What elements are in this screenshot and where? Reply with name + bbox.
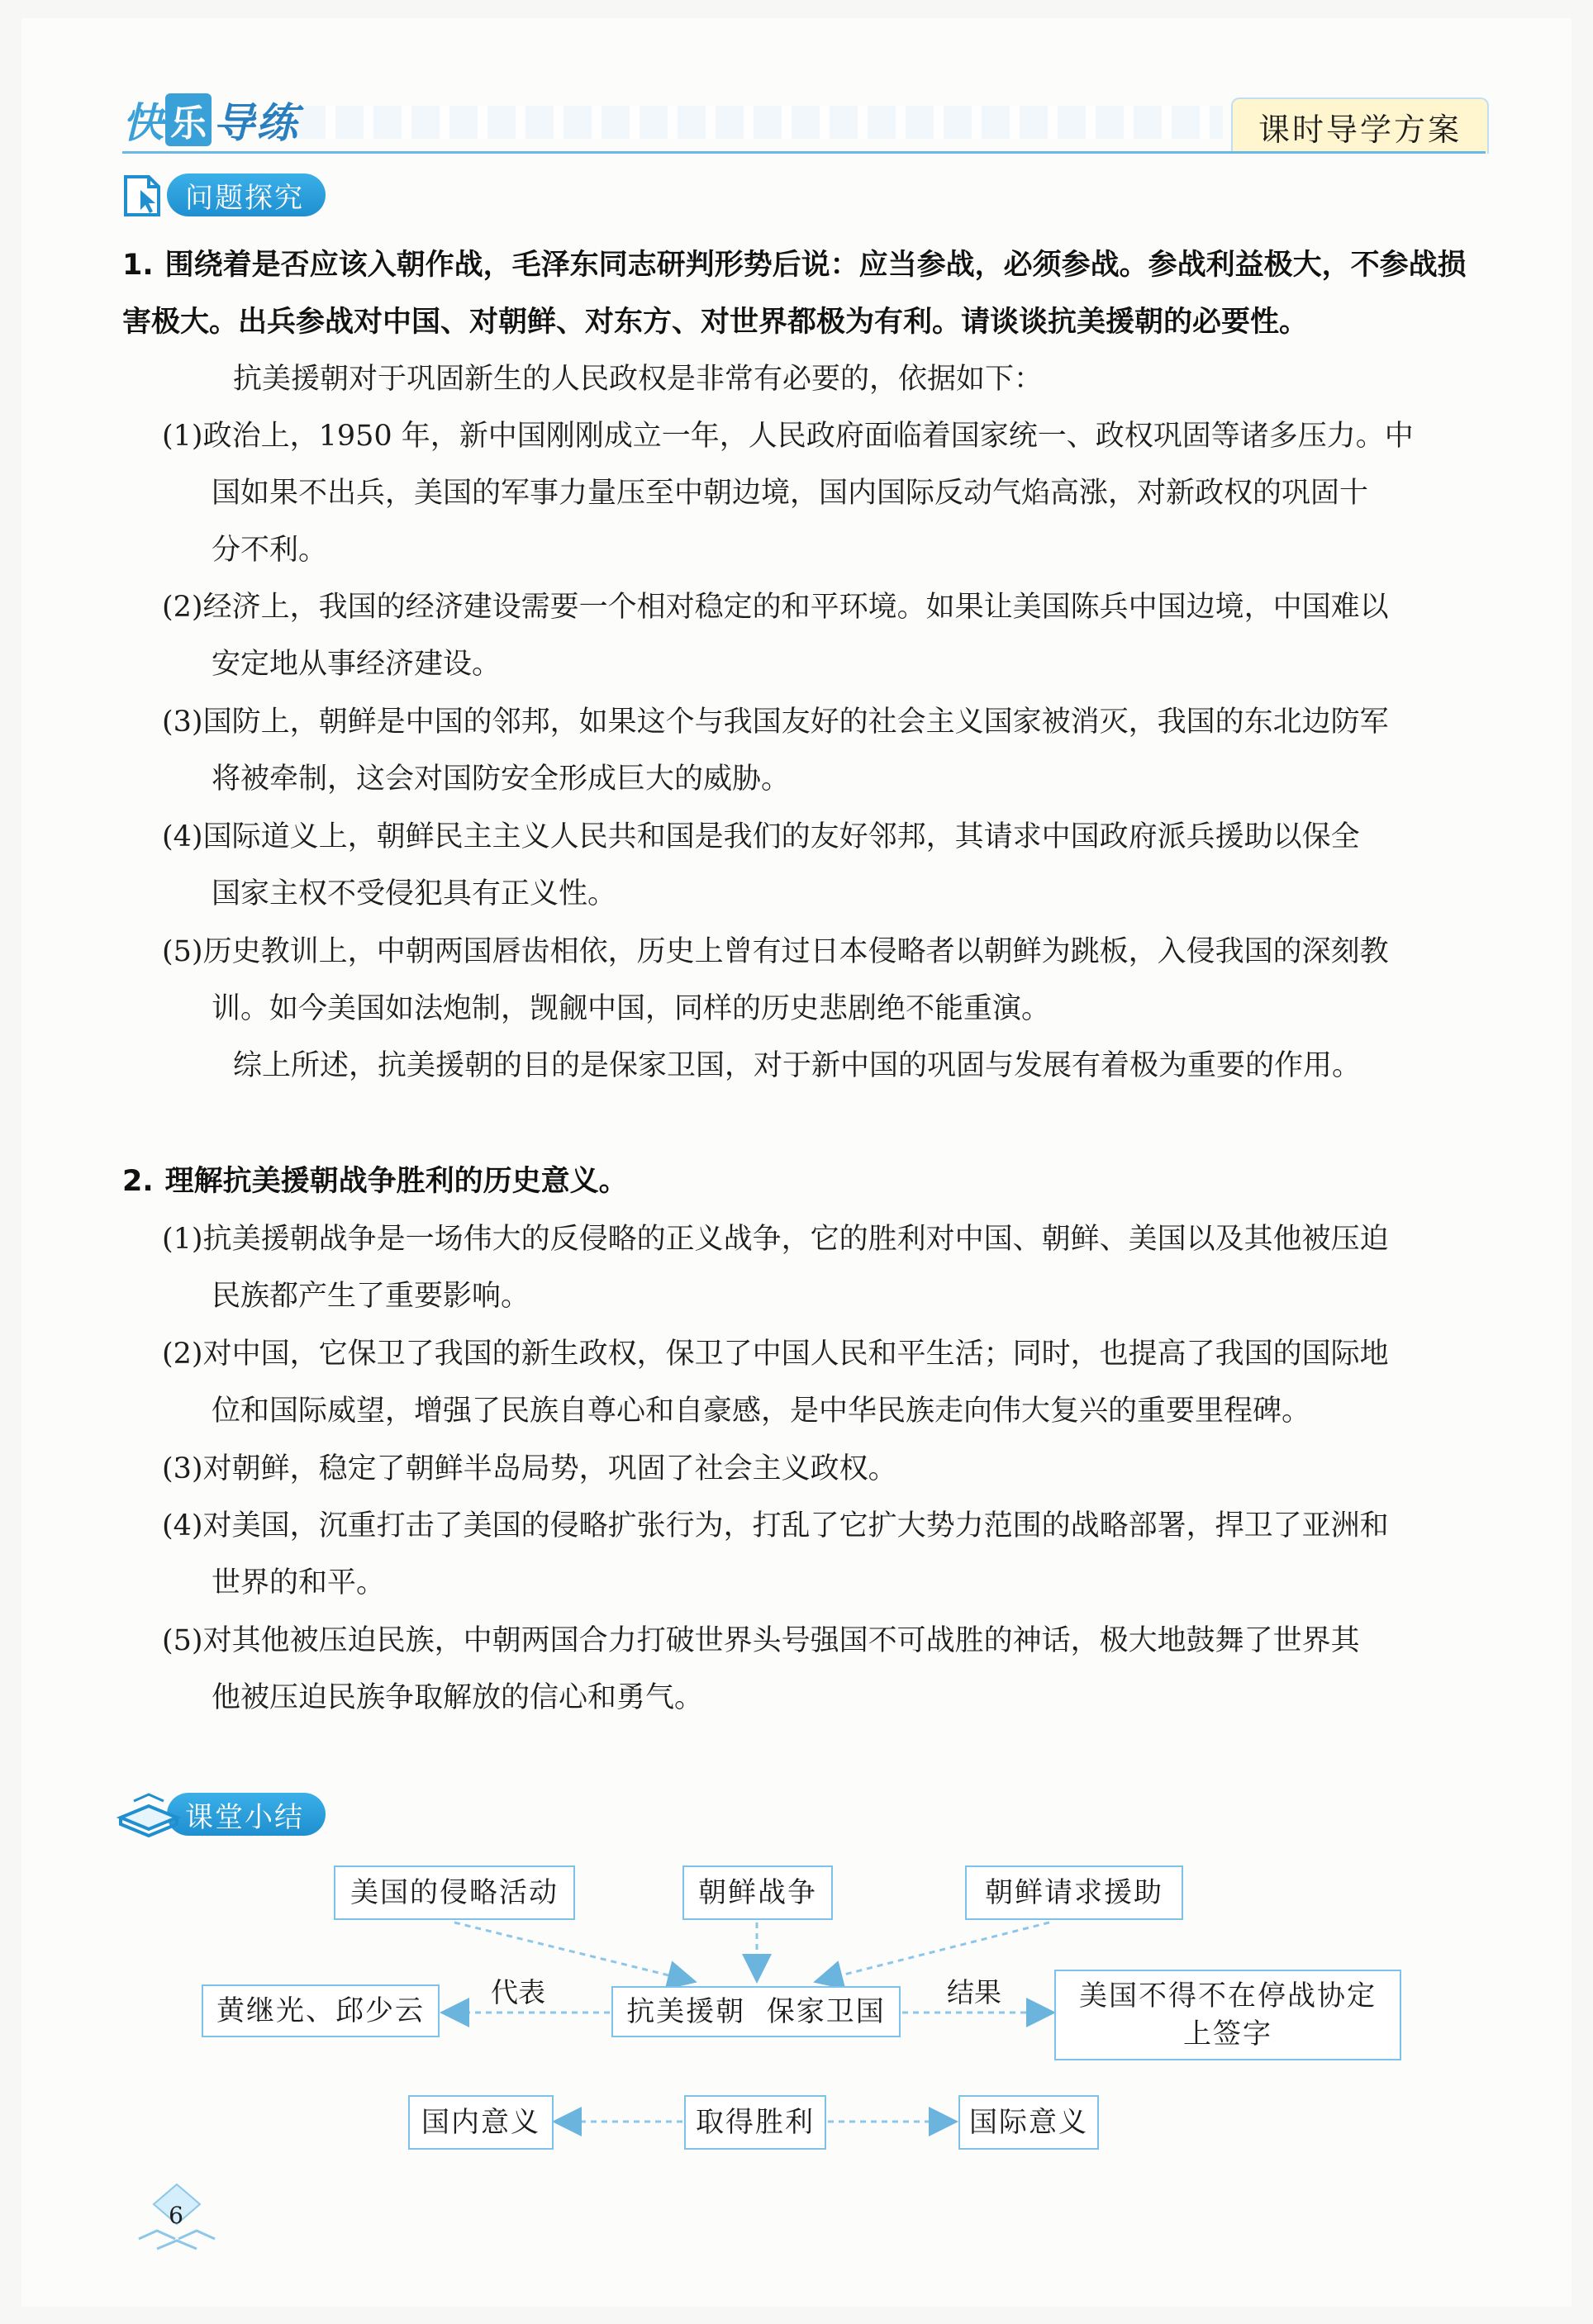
item-text: 政治上，1950 年，新中国刚刚成立一年，人民政府面临着国家统一、政权巩固等诸多压力。中 xyxy=(202,420,1414,453)
item-label: (3) xyxy=(162,706,203,739)
brand-char: 练 xyxy=(256,99,297,147)
node-armistice xyxy=(1054,1970,1401,2060)
question-number: 1. xyxy=(122,249,154,282)
item-text-cont: 国如果不出兵，美国的军事力量压至中朝边境，国内国际反动气焰高涨，对新政权的巩固十 xyxy=(212,477,1369,510)
item-label: (4) xyxy=(162,1509,203,1542)
edge-label-result: 结果 xyxy=(947,1976,1001,2008)
item-text-cont: 安定地从事经济建设。 xyxy=(212,648,502,681)
brand-char: 导 xyxy=(213,99,254,147)
item-text: 经济上，我国的经济建设需要一个相对稳定的和平环境。如果让美国陈兵中国边境，中国难以 xyxy=(202,591,1389,624)
brand-char: 乐 xyxy=(165,93,212,146)
node-armistice-line: 上签字 xyxy=(1183,2017,1272,2051)
node-korea-request: 朝鲜请求援助 xyxy=(965,1865,1183,1920)
item-label: (1) xyxy=(162,1223,203,1256)
item-text-cont: 世界的和平。 xyxy=(212,1566,386,1599)
item-text: 对美国，沉重打击了美国的侵略扩张行为，打乱了它扩大势力范围的战略部署，捍卫了亚洲和 xyxy=(202,1509,1389,1542)
item-text-cont: 将被牵制，这会对国防安全形成巨大的威胁。 xyxy=(212,763,791,796)
item-text-cont: 国家主权不受侵犯具有正义性。 xyxy=(212,877,617,910)
item-label: (5) xyxy=(162,935,203,968)
item-label: (4) xyxy=(162,820,203,853)
item-label: (3) xyxy=(162,1452,203,1485)
item-text-cont: 训。如今美国如法炮制，觊觎中国，同样的历史悲剧绝不能重演。 xyxy=(212,992,1051,1025)
node-center: 抗美援朝 保家卫国 xyxy=(611,1986,901,2037)
item-text: 国防上，朝鲜是中国的邻邦，如果这个与我国友好的社会主义国家被消灭，我国的东北边防军 xyxy=(202,706,1389,739)
node-korean-war: 朝鲜战争 xyxy=(682,1865,833,1920)
item-text-cont: 位和国际威望，增强了民族自尊心和自豪感，是中华民族走向伟大复兴的重要里程碑。 xyxy=(212,1395,1311,1428)
arrow-request-to-center xyxy=(818,1922,1049,1981)
item-text: 历史教训上，中朝两国唇齿相依，历史上曾有过日本侵略者以朝鲜为跳板，入侵我国的深刻教 xyxy=(202,935,1389,968)
header-tab: 课时导学方案 xyxy=(1231,97,1489,154)
node-us-aggression: 美国的侵略活动 xyxy=(334,1865,575,1920)
question-text: 理解抗美援朝战争胜利的历史意义。 xyxy=(164,1165,628,1198)
section-title: 问题探究 xyxy=(167,173,326,216)
item-text-cont: 民族都产生了重要影响。 xyxy=(212,1280,530,1313)
item-label: (1) xyxy=(162,420,203,453)
item-label: (2) xyxy=(162,591,203,624)
item-label: (2) xyxy=(162,1338,203,1371)
answer-intro: 抗美援朝对于巩固新生的人民政权是非常有必要的，依据如下： xyxy=(233,363,1044,396)
item-text: 对其他被压迫民族，中朝两国合力打破世界头号强国不可战胜的神话，极大地鼓舞了世界其 xyxy=(202,1624,1360,1657)
node-domestic: 国内意义 xyxy=(408,2095,554,2150)
node-heroes: 黄继光、邱少云 xyxy=(202,1984,440,2037)
item-text: 对中国，它保卫了我国的新生政权，保卫了中国人民和平生活；同时，也提高了我国的国际地 xyxy=(202,1338,1389,1371)
item-text-cont: 他被压迫民族争取解放的信心和勇气。 xyxy=(212,1681,704,1714)
item-label: (5) xyxy=(162,1624,203,1657)
node-international: 国际意义 xyxy=(958,2095,1099,2150)
item-text-cont: 分不利。 xyxy=(212,534,328,567)
item-text: 抗美援朝战争是一场伟大的反侵略的正义战争，它的胜利对中国、朝鲜、美国以及其他被压迫 xyxy=(202,1223,1389,1256)
brand-char: 快 xyxy=(122,99,164,147)
question-text: 围绕着是否应该入朝作战，毛泽东同志研判形势后说：应当参战，必须参战。参战利益极大，不参战损害极大。出兵参战对中国、对朝鲜、对东方、对世界都极为有利。请谈谈抗美援朝的必要性。 xyxy=(122,249,1467,339)
item-text: 国际道义上，朝鲜民主主义人民共和国是我们的友好邻邦，其请求中国政府派兵援助以保全 xyxy=(202,820,1360,853)
question-number: 2. xyxy=(122,1165,154,1198)
node-victory: 取得胜利 xyxy=(684,2095,826,2150)
section-title: 课堂小结 xyxy=(167,1793,326,1836)
item-text: 对朝鲜，稳定了朝鲜半岛局势，巩固了社会主义政权。 xyxy=(202,1452,897,1485)
node-armistice-line: 美国不得不在停战协定 xyxy=(1079,1979,1377,2013)
answer-summary: 综上所述，抗美援朝的目的是保家卫国，对于新中国的巩固与发展有着极为重要的作用。 xyxy=(233,1049,1362,1082)
edge-label-represent: 代表 xyxy=(491,1976,545,2008)
page-number: 6 xyxy=(169,2201,183,2229)
